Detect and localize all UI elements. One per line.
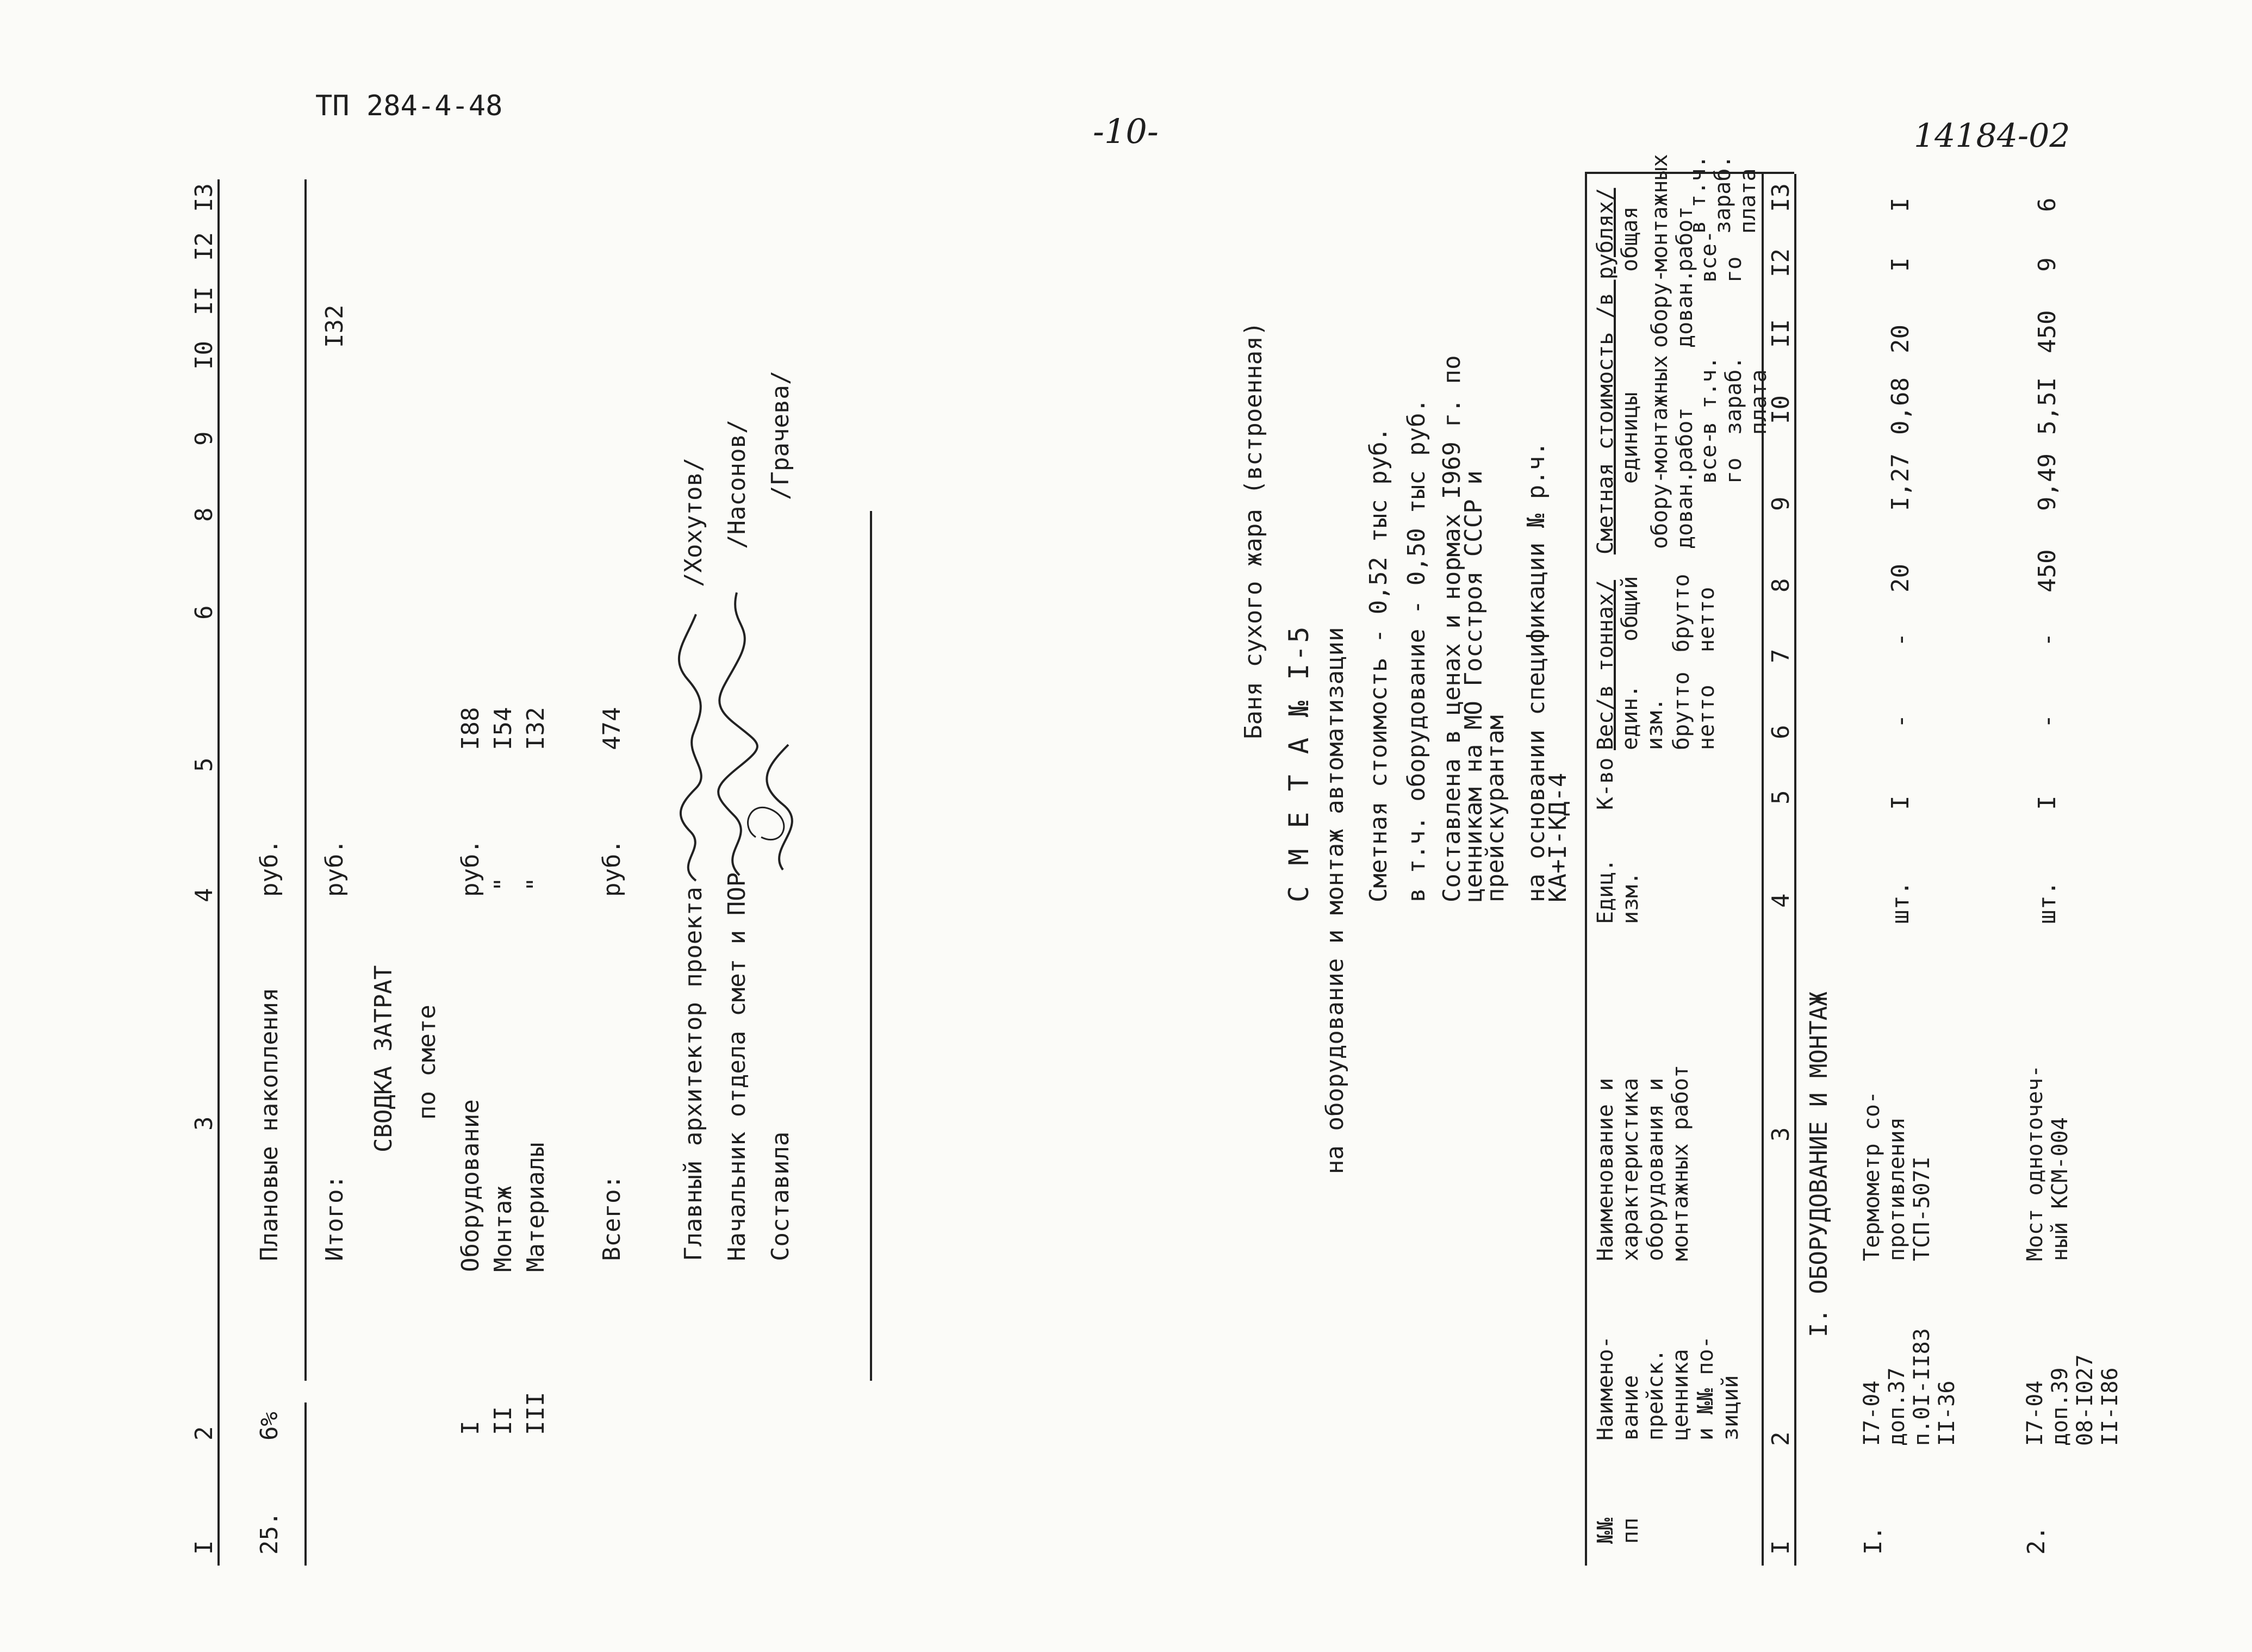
col-num: I2 xyxy=(1767,248,1795,277)
header-num: №№ пп xyxy=(1593,1517,1643,1544)
header-name: Наименование и характеристика оборудования и монтажных работ xyxy=(1593,1064,1693,1261)
signature-role: Начальник отдела смет и ПОР xyxy=(723,872,751,1261)
basis-line-1: на основании спецификации № р.ч. xyxy=(1522,441,1550,902)
itogo-label: Итого: xyxy=(321,1175,349,1261)
row25-unit: руб. xyxy=(256,839,283,897)
summary-name: Монтаж xyxy=(489,1186,517,1272)
row-weight-total: - xyxy=(1887,632,1914,647)
section-title: I. ОБОРУДОВАНИЕ И МОНТАЖ xyxy=(1805,992,1833,1337)
signature-role: Составила xyxy=(767,1131,794,1261)
row-weight-total: - xyxy=(2033,632,2061,647)
col-num: I xyxy=(190,1540,218,1555)
summary-roman: II xyxy=(489,1406,517,1435)
smeta-subtitle: на оборудование и монтаж автоматизации xyxy=(1321,627,1349,1174)
header-weight: Вес/в тоннах/ xyxy=(1593,579,1618,750)
col-num: 5 xyxy=(1767,790,1795,805)
page-number: -10- xyxy=(1093,111,1159,151)
header-wage-2: в т.ч. зараб. плата xyxy=(1685,155,1760,234)
summary-value: I88 xyxy=(457,707,484,750)
row-mont-total: 9 xyxy=(2033,257,2061,272)
header-unit: Едиц. изм. xyxy=(1593,858,1643,924)
left-page xyxy=(190,163,903,1566)
summary-roman: I xyxy=(457,1420,484,1435)
row-qty: I xyxy=(1887,795,1914,810)
col-num: 4 xyxy=(190,888,218,902)
row-mont-all: 9,49 xyxy=(2033,453,2061,511)
summary-name: Материалы xyxy=(522,1142,550,1272)
smeta-title: С М Е Т А № I-5 xyxy=(1283,624,1315,902)
header-weight-unit: един. изм. xyxy=(1618,684,1668,750)
summary-value: I32 xyxy=(522,707,550,750)
row-wage-total: 6 xyxy=(2033,197,2061,212)
row-mont-all: I,27 xyxy=(1887,453,1914,511)
row25-num: 25. xyxy=(256,1511,283,1555)
handwritten-signatures xyxy=(674,582,832,886)
summary-unit: руб. xyxy=(457,839,484,897)
header-cost-total: общая xyxy=(1618,206,1643,272)
header-brutto-1: брутто нетто xyxy=(1669,671,1719,750)
doc-code-prefix: ТП xyxy=(315,90,350,122)
header-code: Наимено- вание прейск. ценника и №№ по- зиций xyxy=(1593,1336,1743,1441)
col-num: 3 xyxy=(1767,1127,1795,1142)
row-code: I7-04 доп.37 п.0I-II83 II-36 xyxy=(1859,1328,1959,1446)
summary-unit: " xyxy=(489,877,517,892)
row-equip-unit: 450 xyxy=(2033,549,2061,593)
summary-title: СВОДКА ЗАТРАТ xyxy=(370,965,397,1152)
signature-role: Главный архитектор проекта xyxy=(680,887,707,1261)
col-num: II xyxy=(1767,319,1795,348)
header-wage-1: в т.ч. зараб. плата xyxy=(1696,356,1771,435)
header-equip-1: обору- дован. xyxy=(1647,470,1697,549)
col-num: I2 xyxy=(190,232,218,261)
right-page xyxy=(1218,154,1870,1566)
col-num: 9 xyxy=(190,431,218,446)
summary-roman: III xyxy=(522,1392,550,1435)
header-mont-1: монтажных работ xyxy=(1647,355,1697,473)
object-title: Баня сухого жара (встроенная) xyxy=(1240,321,1267,739)
row-name: Мост одноточеч- ный КСМ-004 xyxy=(2023,1064,2073,1261)
col-num: 2 xyxy=(190,1426,218,1441)
row-equip-total: 20 xyxy=(1887,325,1914,353)
row25-percent: 6% xyxy=(256,1412,283,1441)
col-num: 3 xyxy=(190,1116,218,1131)
col-num: 9 xyxy=(1767,496,1795,511)
right-page-rows xyxy=(1805,163,2186,1566)
doc-code-number: 284-4-48 xyxy=(366,90,503,122)
row-equip-unit: 20 xyxy=(1887,564,1914,593)
header-all-1: все- го xyxy=(1696,431,1746,484)
row-weight-unit: - xyxy=(2033,714,2061,728)
vsego-label: Всего: xyxy=(598,1175,626,1261)
row-mont-wage: 5,5I xyxy=(2033,377,2061,435)
col-num: 2 xyxy=(1767,1431,1795,1446)
signature-name: /Хохутов/ xyxy=(680,457,707,587)
row-weight-unit: - xyxy=(1887,714,1914,728)
col-num: 6 xyxy=(1767,725,1795,739)
itogo-value: I32 xyxy=(321,304,349,348)
header-equip-2: обору- дован. xyxy=(1647,269,1697,348)
cost-equipment: в т.ч. оборудование - 0,50 тыс руб. xyxy=(1403,398,1430,902)
basis-line-2: КА+I-КД-4 xyxy=(1544,772,1572,902)
col-num: I0 xyxy=(190,341,218,370)
col-num: 8 xyxy=(190,507,218,522)
compiled-line-1: Составлена в ценах и нормах I969 г. по xyxy=(1438,355,1466,902)
compiled-line-3: прейскурантам xyxy=(1482,715,1509,902)
col-num: II xyxy=(190,286,218,315)
vsego-unit: руб. xyxy=(598,839,626,897)
header-cost-unit: единицы xyxy=(1618,392,1643,484)
header-cost: Сметная стоимость /в рублях/ xyxy=(1593,188,1618,554)
col-num: 7 xyxy=(1767,649,1795,663)
itogo-unit: руб. xyxy=(321,839,349,897)
row-unit: шт. xyxy=(2033,881,2061,924)
summary-name: Оборудование xyxy=(457,1099,484,1272)
row-name: Термометр со- противления ТСП-507I xyxy=(1859,1090,1934,1261)
col-num: 6 xyxy=(190,605,218,620)
col-num: I xyxy=(1767,1540,1795,1555)
summary-unit: " xyxy=(522,877,550,892)
signature-name: /Насонов/ xyxy=(723,419,751,549)
header-qty: К-во xyxy=(1593,757,1618,810)
header-weight-total: общий xyxy=(1618,576,1643,641)
row-num: 2. xyxy=(2023,1526,2050,1555)
row-mont-total: I xyxy=(1887,257,1914,272)
row-num: I. xyxy=(1859,1526,1887,1555)
col-num: 8 xyxy=(1767,578,1795,593)
header-brutto-2: брутто нетто xyxy=(1669,573,1719,652)
signature-name: /Грачева/ xyxy=(767,370,794,500)
col-num: 5 xyxy=(190,757,218,772)
row-mont-wage: 0,68 xyxy=(1887,377,1914,435)
col-num: I3 xyxy=(1767,183,1795,212)
header-mont-2: монтажных работ xyxy=(1647,154,1697,272)
vsego-value: 474 xyxy=(598,707,626,750)
row-code: I7-04 доп.39 08-I027 II-I86 xyxy=(2023,1354,2123,1446)
compiled-line-2: ценникам на МО Госстроя СССР и xyxy=(1460,470,1488,902)
header-all-2: все- го xyxy=(1696,230,1746,283)
row25-name: Плановые накопления xyxy=(256,987,283,1261)
row-wage-total: I xyxy=(1887,197,1914,212)
col-num: 4 xyxy=(1767,893,1795,908)
row-qty: I xyxy=(2033,795,2061,810)
summary-subtitle: по смете xyxy=(413,1005,441,1120)
col-num: I3 xyxy=(190,183,218,212)
summary-value: I54 xyxy=(489,707,517,750)
col-num: I0 xyxy=(1767,395,1795,424)
archive-number: 14184-02 xyxy=(1914,117,2070,155)
doc-code xyxy=(315,90,502,122)
cost-total: Сметная стоимость - 0,52 тыс руб. xyxy=(1365,427,1392,902)
row-equip-total: 450 xyxy=(2033,310,2061,353)
row-unit: шт. xyxy=(1887,881,1914,924)
